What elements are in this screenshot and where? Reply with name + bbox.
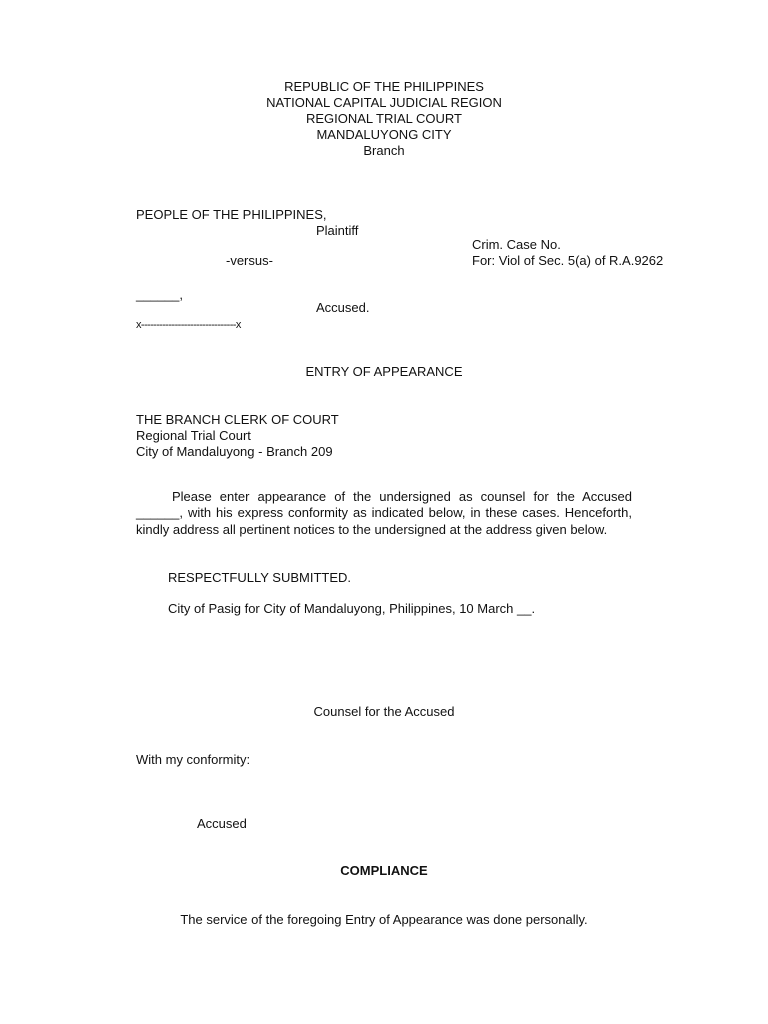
versus-label: -versus- <box>226 253 273 268</box>
plaintiff-name: PEOPLE OF THE PHILIPPINES, <box>136 207 327 222</box>
addressee-line-1: THE BRANCH CLERK OF COURT <box>136 412 339 427</box>
caption-divider: x-------------------------------x <box>136 319 241 331</box>
court-header-line-1: REPUBLIC OF THE PHILIPPINES <box>284 79 484 94</box>
respectfully-submitted: RESPECTFULLY SUBMITTED. <box>168 570 351 585</box>
accused-role: Accused. <box>316 300 370 315</box>
place-and-date: City of Pasig for City of Mandaluyong, Philippines, 10 March __. <box>168 601 536 616</box>
accused-name-blank: ______, <box>136 287 183 302</box>
document-title: ENTRY OF APPEARANCE <box>305 364 463 379</box>
case-violation: For: Viol of Sec. 5(a) of R.A.9262 <box>472 253 664 268</box>
compliance-heading: COMPLIANCE <box>340 863 428 878</box>
court-header-branch: Branch <box>363 143 405 158</box>
conformity-label: With my conformity: <box>136 752 251 767</box>
compliance-text: The service of the foregoing Entry of Appearance was done personally. <box>180 912 588 927</box>
court-header-line-4: MANDALUYONG CITY <box>316 127 452 142</box>
accused-signature-label: Accused <box>197 816 247 831</box>
body-paragraph-text: Please enter appearance of the undersigned as counsel for the Accused ______, with his express conformity as indicated below, in these cases. Henceforth, kindly address all pertinent notices to the undersigned at the address given below. <box>136 489 632 537</box>
court-header-line-3: REGIONAL TRIAL COURT <box>305 111 463 126</box>
addressee-line-2: Regional Trial Court <box>136 428 251 443</box>
case-number: Crim. Case No. <box>472 237 561 252</box>
court-header-line-2: NATIONAL CAPITAL JUDICIAL REGION <box>266 95 502 110</box>
plaintiff-role: Plaintiff <box>316 223 359 238</box>
addressee-line-3: City of Mandaluyong - Branch 209 <box>136 444 333 459</box>
body-paragraph <box>136 489 632 538</box>
counsel-signature-label: Counsel for the Accused <box>313 704 455 719</box>
